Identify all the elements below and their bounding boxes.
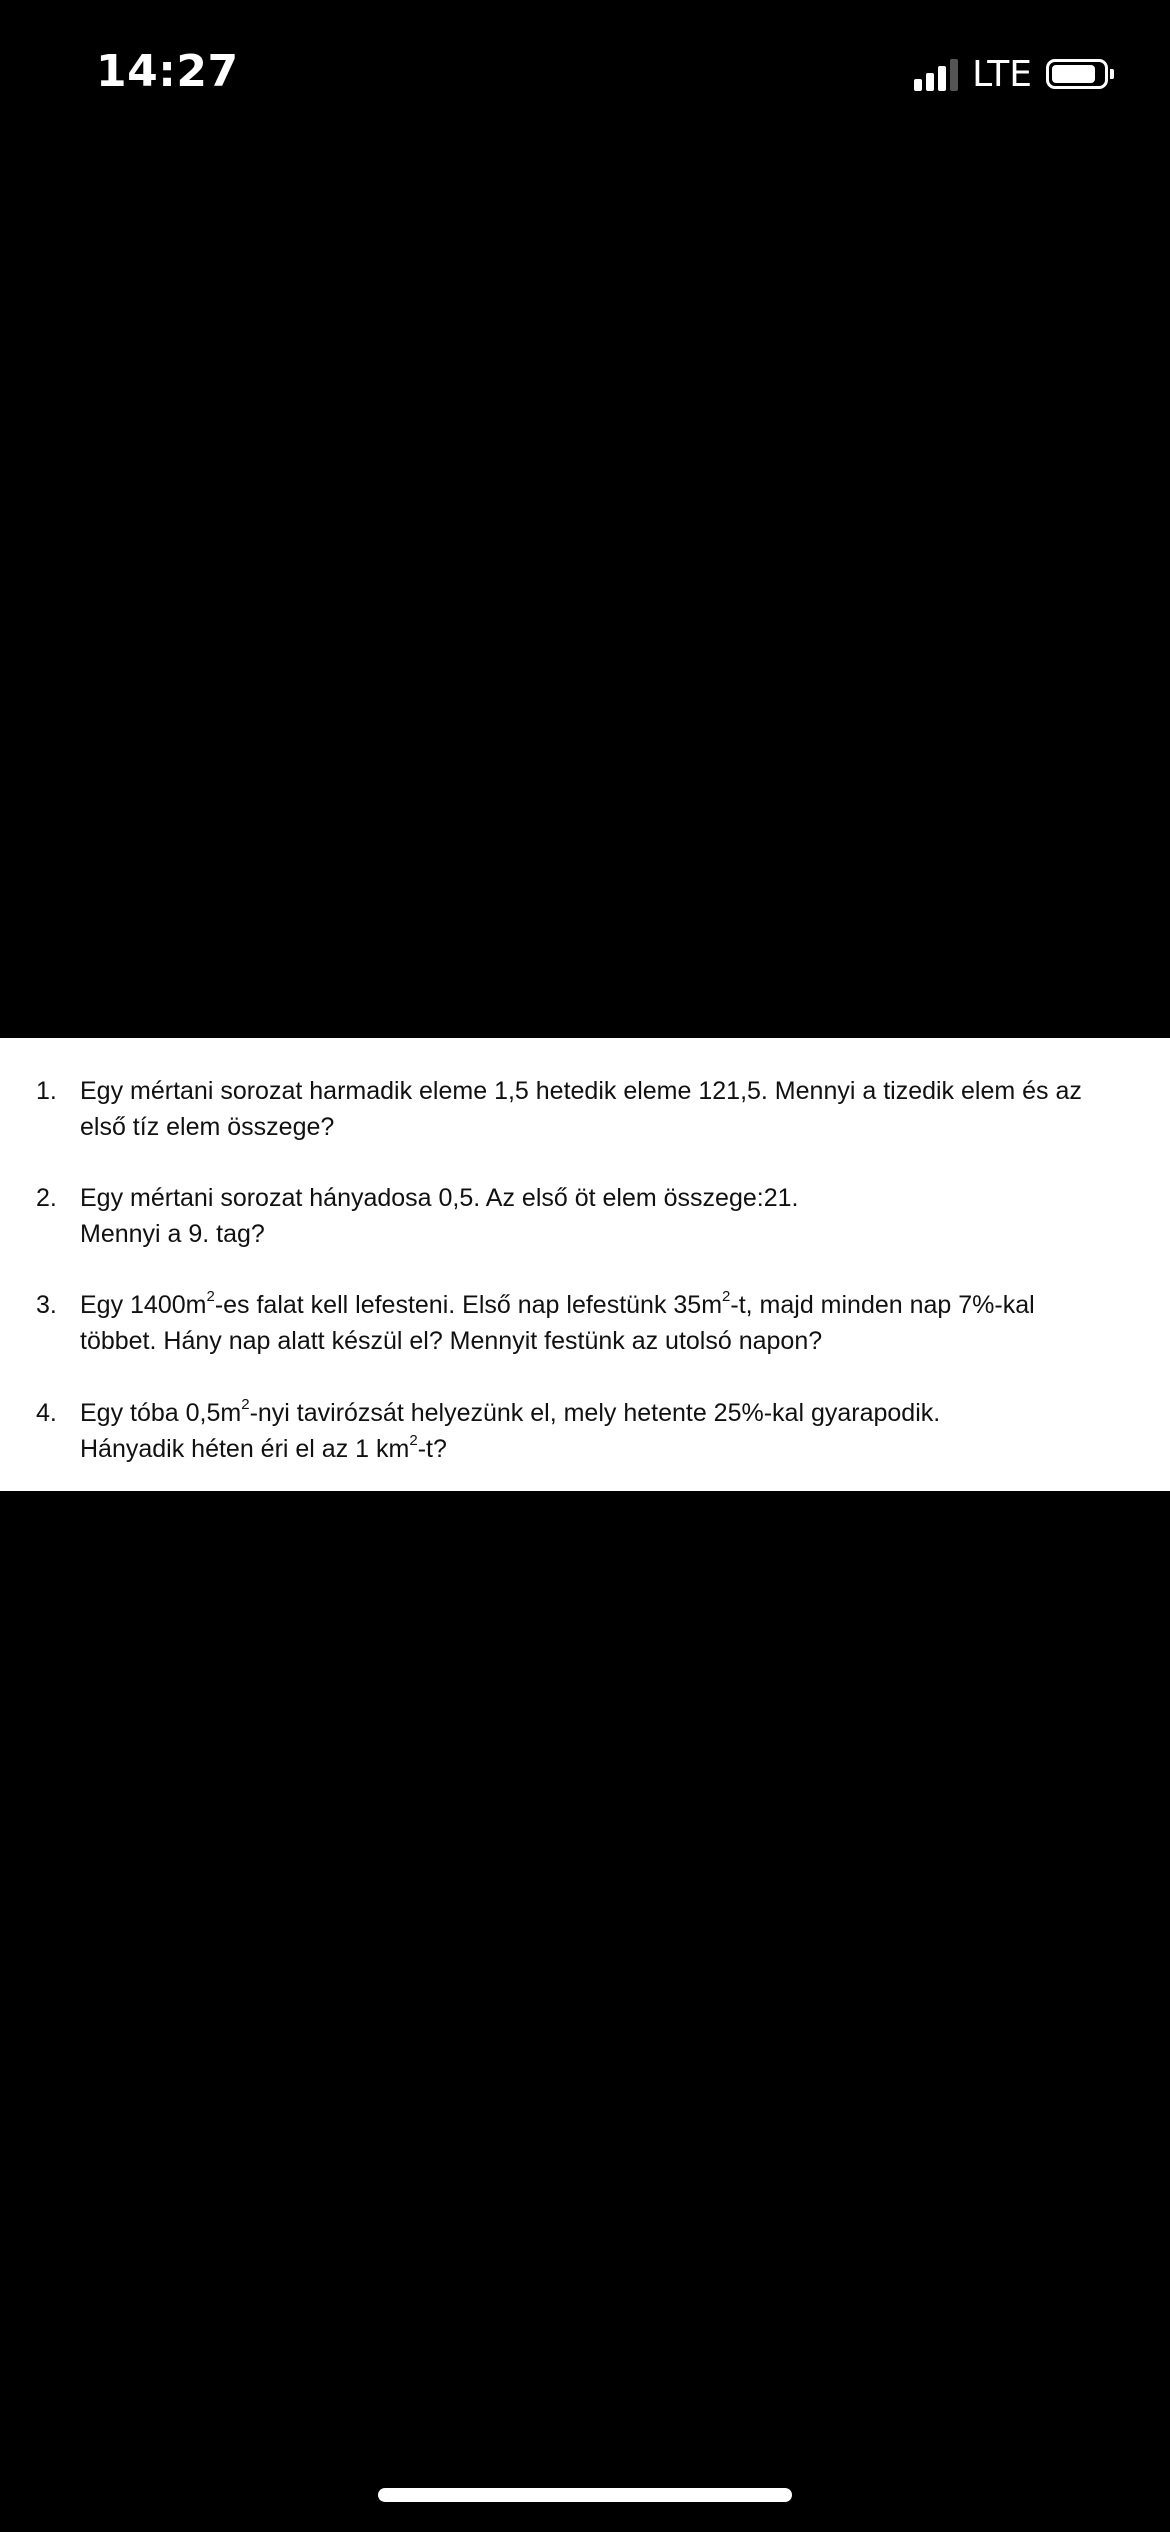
signal-bar <box>926 73 934 91</box>
task-line: Mennyi a 9. tag? <box>80 1220 265 1248</box>
battery-tip <box>1110 69 1114 79</box>
text-segment: Hányadik héten éri el az 1 km <box>80 1435 410 1463</box>
home-indicator[interactable] <box>378 2488 792 2502</box>
superscript: 2 <box>206 1287 215 1305</box>
text-segment: -t, majd minden nap 7%-kal <box>730 1291 1035 1319</box>
text-segment: Egy tóba 0,5m <box>80 1399 242 1427</box>
task-line: első tíz elem összege? <box>80 1113 335 1141</box>
signal-bar <box>914 79 922 91</box>
task-number: 2. <box>36 1184 57 1212</box>
status-indicators <box>914 54 1114 94</box>
task-text <box>80 1287 1120 1359</box>
task-number: 3. <box>36 1291 57 1319</box>
status-time: 14:27 <box>96 46 239 97</box>
battery-fill <box>1052 65 1095 83</box>
text-segment: -nyi tavirózsát helyezünk el, mely hetente 25%-kal gyarapodik. <box>249 1399 941 1427</box>
network-type: LTE <box>972 53 1032 95</box>
task-text <box>80 1395 1120 1467</box>
task-text <box>80 1180 1120 1252</box>
signal-bar <box>950 59 958 91</box>
task-line: többet. Hány nap alatt készül el? Mennyit festünk az utolsó napon? <box>80 1327 823 1355</box>
task-line <box>80 1431 1120 1467</box>
task-line: Egy mértani sorozat harmadik eleme 1,5 hetedik eleme 121,5. Mennyi a tizedik elem és az <box>80 1077 1082 1105</box>
text-segment: -t? <box>417 1435 447 1463</box>
text-segment: -es falat kell lefesteni. Első nap lefestünk 35m <box>214 1291 723 1319</box>
document-image <box>0 1038 1170 1491</box>
battery-icon <box>1046 59 1114 89</box>
task-line <box>80 1287 1120 1323</box>
text-segment: Egy 1400m <box>80 1291 207 1319</box>
status-bar <box>0 0 1170 150</box>
superscript: 2 <box>722 1287 731 1305</box>
task-line: Egy mértani sorozat hányadosa 0,5. Az első öt elem összege:21. <box>80 1184 799 1212</box>
task-number: 4. <box>36 1399 57 1427</box>
battery-body <box>1046 59 1108 89</box>
signal-bar <box>938 66 946 91</box>
task-line <box>80 1395 1120 1431</box>
superscript: 2 <box>409 1431 418 1449</box>
cellular-signal-icon <box>914 57 958 91</box>
superscript: 2 <box>241 1395 250 1413</box>
task-text <box>80 1073 1120 1145</box>
task-number: 1. <box>36 1077 57 1105</box>
